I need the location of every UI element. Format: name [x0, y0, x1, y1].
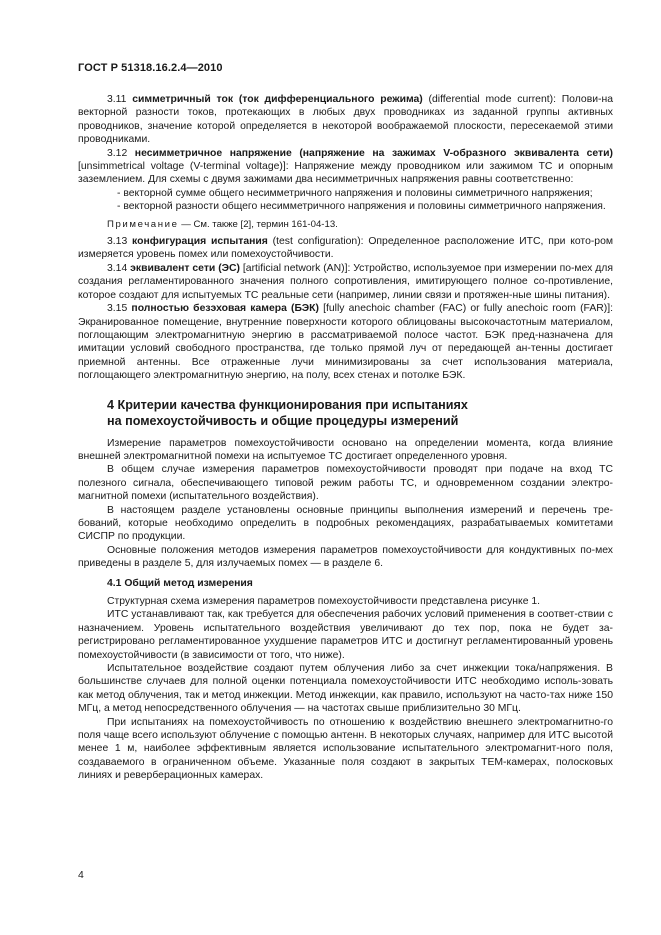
term-definition: [fully anechoic chamber (FAC) or fully anechoic room (FAR)]: Экранированное помещение, внутренние поверхности которого облицованы высокочастотным материалом, поглощающим электромагнитную энергию в рассматриваемой полосе частот. БЭК пред-назначена для имитации условий свободного пространства, где только прямой луч от передающей ан-тенны достигает приемной антенны. Все отраженные лучи минимизированы за счет использования материала, поглощающего электромагнитную энергию, на полу, всех стенах и потолке БЭК.: [78, 303, 613, 382]
section-title-line: на помехоустойчивость и общие процедуры измерений: [107, 413, 459, 428]
term-definition: (test configuration): Определенное расположение ИТС, при кото-ром измеряется уровень помех или помехоустойчивости.: [78, 236, 614, 261]
term-number: 3.14: [107, 262, 128, 274]
section-4-1-title: 4.1 Общий метод измерения: [107, 577, 253, 589]
paragraph: При испытаниях на помехоустойчивость по отношению к воздействию внешнего электромагнитно-го поля чаще всего используют облучение с помощью антенн. В некоторых случаях, например для ИТС высотой менее 1 м, наиболее эффективным является использование испытательного электромагнит-ного поля, создаваемого в ограниченном объеме. Указанные поля создают в закрытых ТЕМ-камерах, полосковых линиях и реверберационных камерах.: [78, 716, 613, 782]
term-definition: [unsimmetrical voltage (V-terminal voltage)]: Напряжение между проводником или зажимом ТС и опорным заземлением. Для схемы с двумя зажимами два несимметричных напряжения равны соответственно:: [78, 161, 613, 186]
term-name: эквивалент сети (ЭС): [130, 262, 241, 274]
term-number: 3.15: [107, 303, 128, 315]
paragraph: В общем случае измерения параметров помехоустойчивости проводят при подаче на вход ТС полезного сигнала, обеспечивающего типовой режим работы ТС, и одновременном создании электро-магнитной помехи (испытательного воздействия).: [78, 464, 613, 503]
paragraph: ИТС устанавливают так, как требуется для обеспечения рабочих условий применения в соответ-ствии с назначением. Уровень испытательного воздействия увеличивают до тех пор, пока не будет за-регистрировано регламентированное ухудшение параметров ИТС и достигнут регламентированный уровень помехоустойчивости (в зависимости от того, что ниже).: [78, 609, 613, 661]
list-item: - векторной сумме общего несимметричного напряжения и половины симметричного напряжения;: [117, 187, 593, 199]
paragraph: Структурная схема измерения параметров помехоустойчивости представлена рисунке 1.: [107, 596, 541, 607]
note-label: Примечание: [107, 218, 179, 230]
term-3-11: [78, 93, 613, 147]
paragraph: Измерение параметров помехоустойчивости основано на определении момента, когда влияние внешней электромагнитной помехи на испытуемое ТС достигает определенного уровня.: [78, 437, 613, 462]
paragraph: Основные положения методов измерения параметров помехоустойчивости для кондуктивных по-мех приведены в разделе 5, для излучаемых помех — в разделе 6.: [78, 544, 613, 570]
section-4-title: [78, 397, 613, 429]
note: [78, 218, 613, 231]
term-3-12: [78, 147, 613, 187]
term-number: 3.11: [107, 94, 127, 105]
section-title-line: 4 Критерии качества функционирования при испытаниях: [107, 397, 468, 412]
note-text: — См. также [2], термин 161-04-13.: [178, 218, 338, 230]
term-name: несимметричное напряжение (напряжение на зажимах V-образного эквивалента сети): [134, 147, 613, 159]
paragraph: Испытательное воздействие создают путем облучения либо за счет инжекции тока/напряжения. В большинстве случаев для полной оценки потенциала помехоустойчивости ИТС необходимо исполь-зовать как метод облучения, так и метод инжекции. Метод инжекции, как правило, используют на часто-тах ниже 150 МГц, а метод непосредственного облучения — на частотах свыше приблизительно 30 МГц.: [78, 663, 613, 715]
term-number: 3.12: [107, 147, 128, 159]
standard-header: ГОСТ Р 51318.16.2.4—2010: [78, 62, 223, 74]
page-content: [78, 93, 613, 783]
term-definition: [artificial network (AN)]: Устройство, используемое при измерении по-мех для создания регламентированного значения полного сопротивления, имитирующего полное со-противление, которое создают для испытуемых ТС реальные сети (например, линии связи и протяжен-ные шины питания).: [78, 262, 613, 301]
page-number: 4: [78, 870, 84, 881]
term-name: симметричный ток (ток дифференциального режима): [132, 94, 423, 105]
term-name: полностью безэховая камера (БЭК): [131, 303, 319, 315]
list-item: - векторной разности общего несимметричного напряжения и половины симметричного напряжения.: [117, 201, 606, 213]
term-name: конфигурация испытания: [132, 236, 268, 248]
paragraph: В настоящем разделе установлены основные принципы выполнения измерений и перечень тре-бований, которые необходимо определить в подробных рекомендациях, разрабатываемых комитетами СИСПР по продукции.: [78, 504, 613, 543]
term-3-15: [78, 302, 613, 382]
term-number: 3.13: [107, 236, 128, 248]
term-3-13: [78, 235, 613, 262]
term-3-14: [78, 262, 613, 302]
term-definition: (differential mode current): Полови-на векторной разности токов, протекающих в любых двух проводниках из заданной группы активных проводников, значение которой определяется в некоторой воображаемой плоскости, пересекаемой этими проводниками.: [78, 94, 613, 146]
